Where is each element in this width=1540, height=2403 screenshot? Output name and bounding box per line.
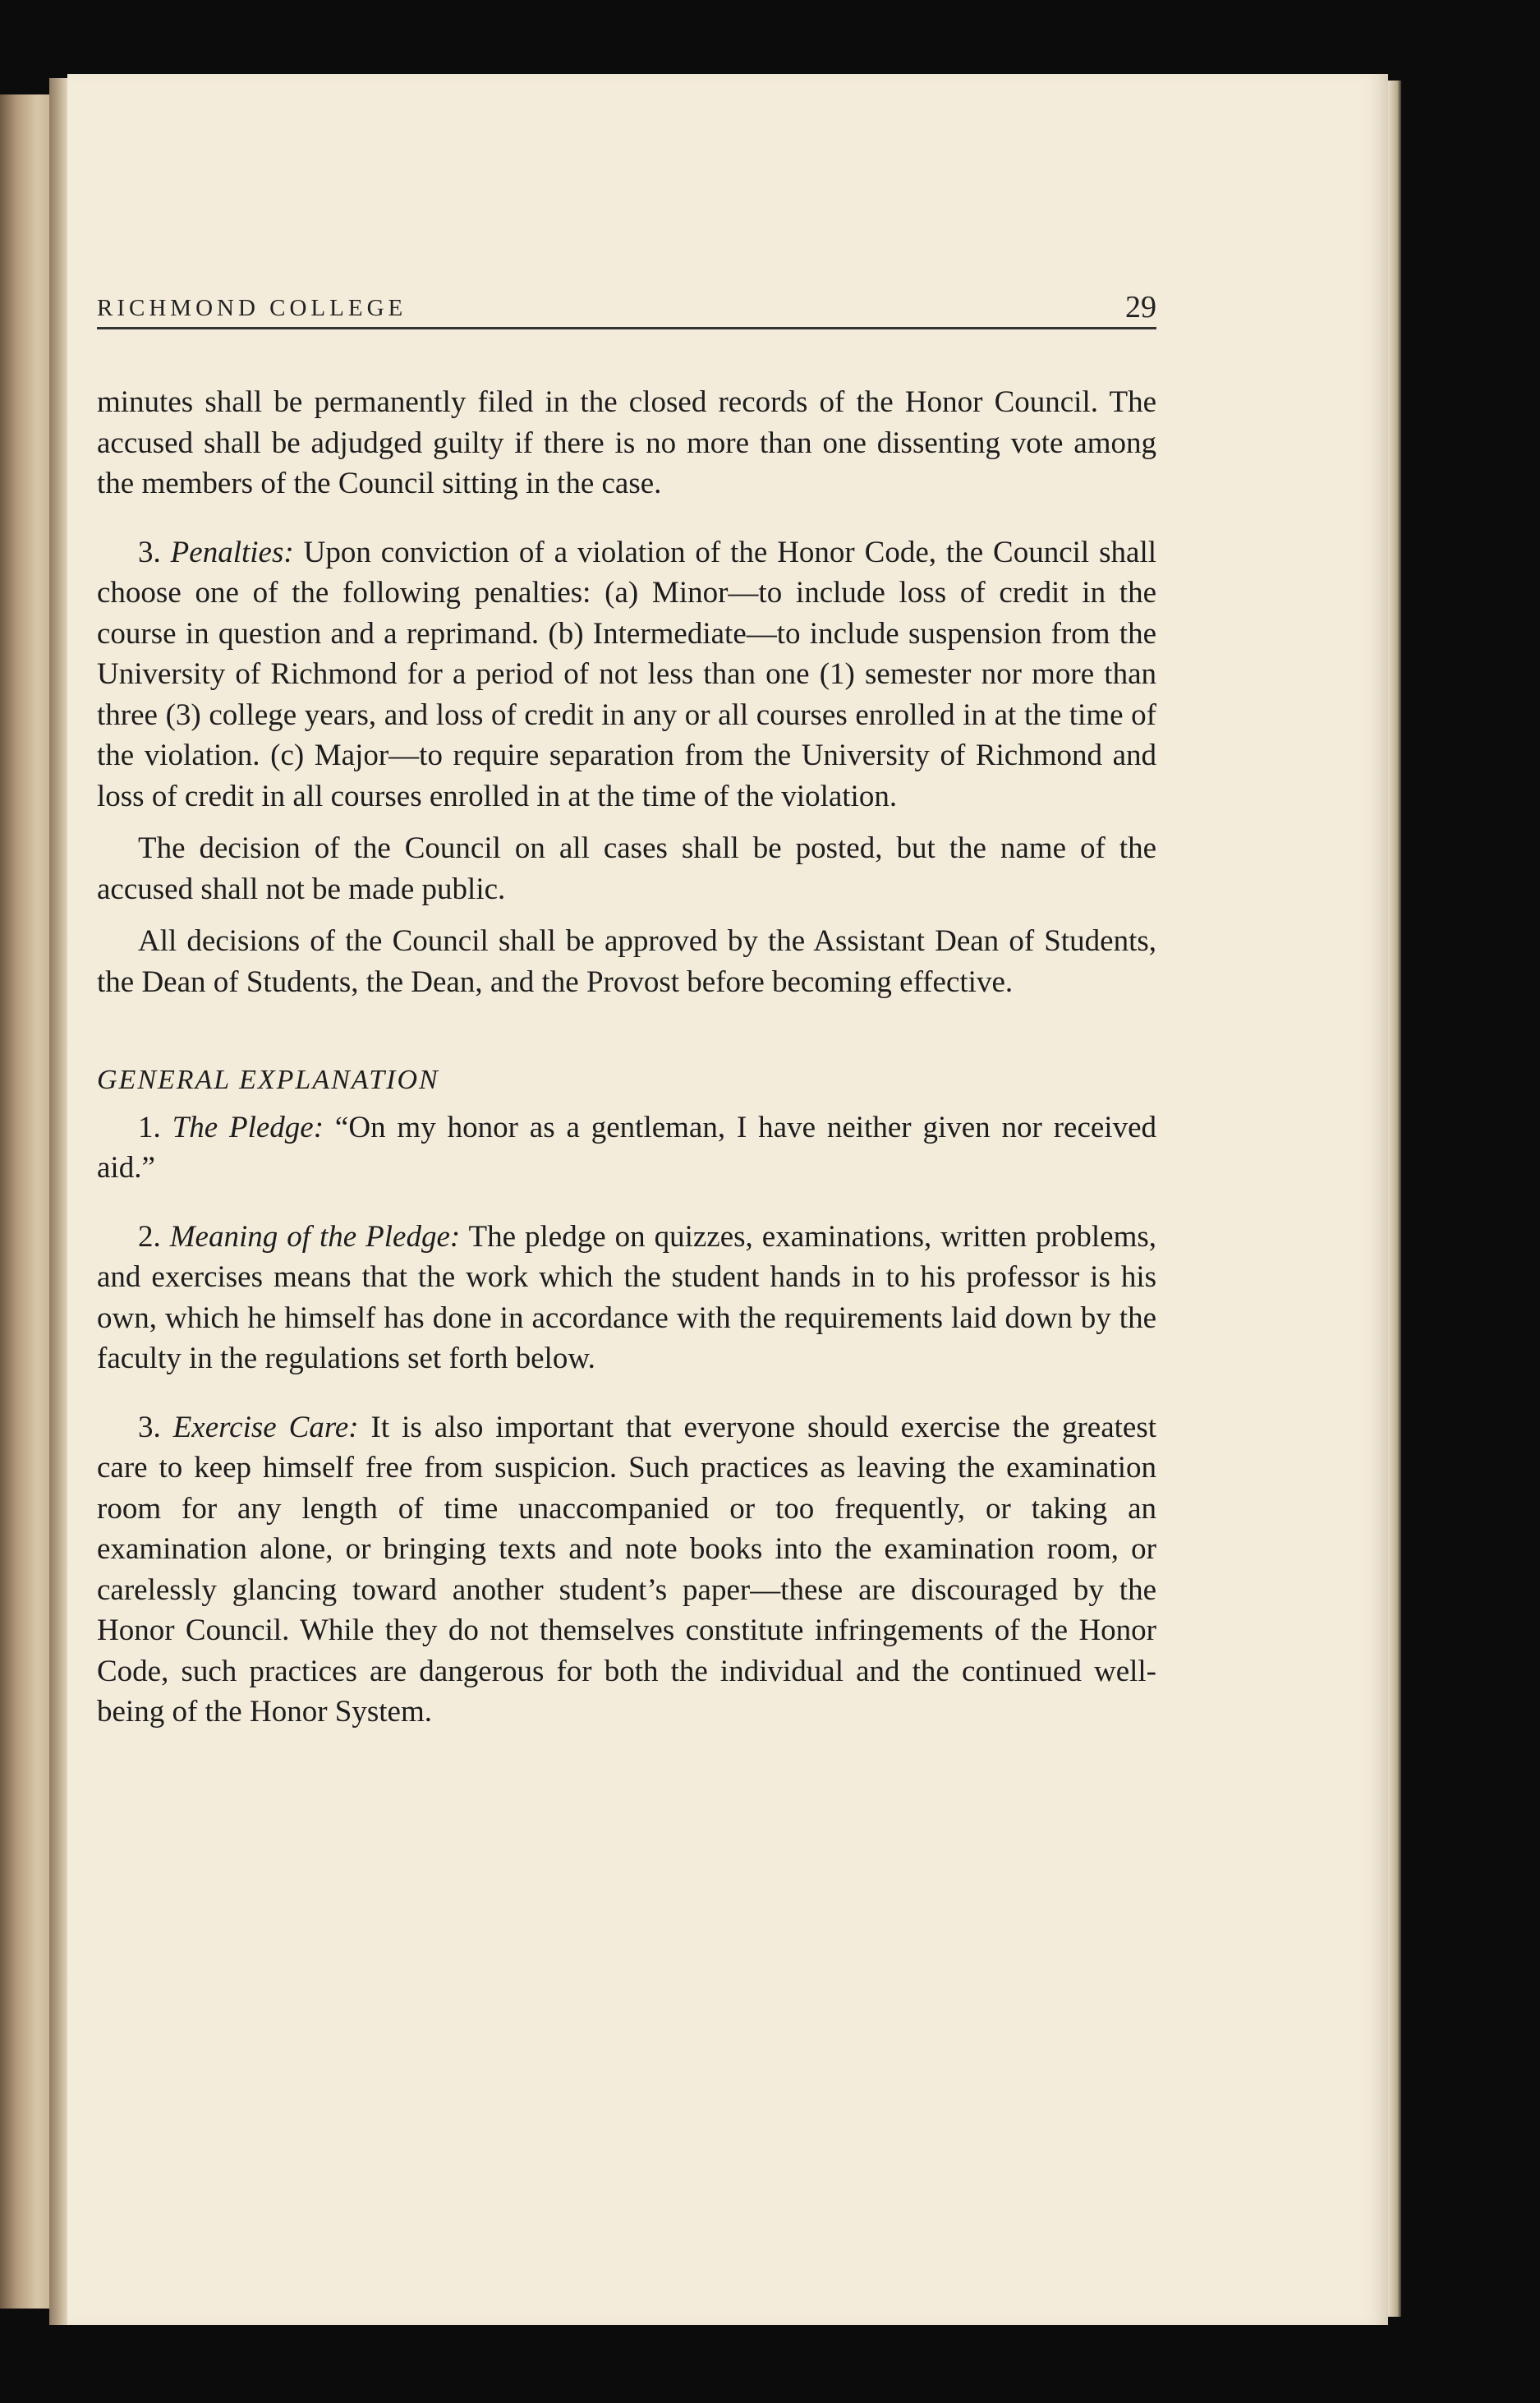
item-text: It is also important that everyone should exercise the greatest care to keep himself free from suspicion. Such practices as leaving the examination room for any length of time unaccompanied or too frequently, or taking an examination alone, or bringing texts and note books into the examination room, or carelessly glancing toward another student’s paper—these are discouraged by the Honor Council. While they do not themselves constitute infringements of the Honor Code, such practices are dangerous for both the individual and the continued well-being of the Honor System. xyxy=(97,1410,1156,1729)
page-number: 29 xyxy=(1125,290,1156,325)
previous-page-edge xyxy=(0,94,49,2309)
paragraph-approval: All decisions of the Council shall be approved by the Assistant Dean of Students, the Dean of Students, the Dean, and the Provost before becoming effective. xyxy=(97,924,1156,999)
item-text: Upon conviction of a violation of the Honor Code, the Council shall choose one of the following penalties: (a) Minor—to include loss of credit in the course in question and a reprimand. (b) Intermediate—to include suspension from the University of Richmond for a period of not less than one (1) semester nor more than three (3) college years, and loss of credit in any or all courses enrolled in at the time of the violation. (c) Major—to require separation from the University of Richmond and loss of credit in all courses enrolled in at the time of the violation. xyxy=(97,535,1157,813)
item-text: The pledge on quizzes, examinations, written problems, and exercises means that the work which the student hands in to his professor is his own, which he himself has done in accordance with the requirements laid down by the faculty in the regulations set forth below. xyxy=(97,1219,1157,1375)
paragraph-pledge xyxy=(97,1107,1156,1189)
item-number: 1. xyxy=(138,1110,161,1144)
header-rule xyxy=(97,327,1156,329)
item-title: Exercise Care: xyxy=(172,1410,359,1444)
item-title: Penalties: xyxy=(170,535,294,569)
paragraph-penalties xyxy=(97,532,1156,817)
running-head: RICHMOND COLLEGE xyxy=(97,295,407,321)
item-text: “On my honor as a gentleman, I have neither given nor received aid.” xyxy=(97,1110,1157,1185)
item-number: 3. xyxy=(138,1410,161,1444)
item-title: Meaning of the Pledge: xyxy=(169,1219,461,1254)
paragraph-meaning xyxy=(97,1217,1156,1379)
page-header xyxy=(97,286,1156,329)
item-number: 3. xyxy=(138,535,161,569)
page-body xyxy=(97,382,1156,1733)
paragraph-exercise-care xyxy=(97,1407,1156,1733)
item-title: The Pledge: xyxy=(172,1110,324,1144)
section-heading: GENERAL EXPLANATION xyxy=(97,1065,439,1095)
paragraph-minutes: minutes shall be permanently filed in the closed records of the Honor Council. The accused shall be adjudged guilty if there is no more than one dissenting vote among the members of the Council sitting in the case. xyxy=(97,385,1156,500)
paragraph-decision: The decision of the Council on all cases shall be posted, but the name of the accused shall not be made public. xyxy=(97,831,1156,906)
page-fore-edge xyxy=(1388,81,1401,2317)
item-number: 2. xyxy=(138,1219,161,1254)
